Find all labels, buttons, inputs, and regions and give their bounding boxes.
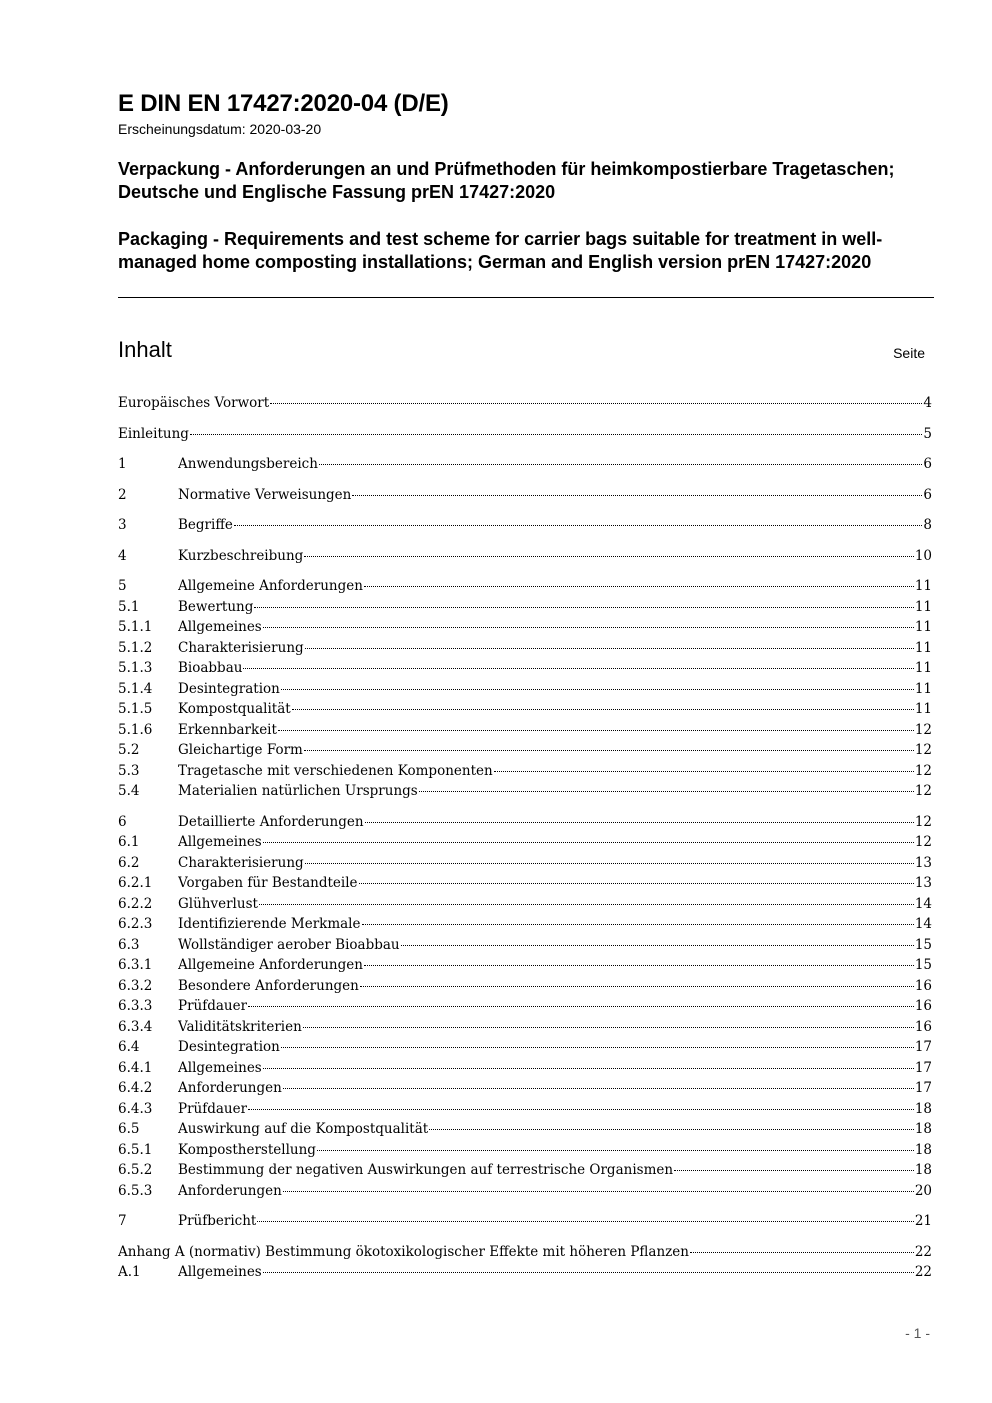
toc-entry-number: 6.3.3 <box>118 998 153 1014</box>
toc-dot-leader <box>690 1252 914 1253</box>
toc-entry-label: Bewertung <box>178 598 254 615</box>
toc-entry-label: Erkennbarkeit <box>178 721 277 738</box>
toc-entry-page: 4 <box>923 395 932 411</box>
toc-dot-leader <box>352 495 922 496</box>
toc-entry-page: 11 <box>914 578 932 594</box>
toc-entry-page: 20 <box>914 1182 932 1199</box>
toc-dot-leader <box>278 730 914 731</box>
toc-entry-label: Allgemeines <box>178 834 262 850</box>
toc-dot-leader <box>304 556 914 557</box>
toc-dot-leader <box>190 434 922 435</box>
toc-entry-page: 17 <box>914 1059 932 1076</box>
toc-dot-leader <box>263 1272 914 1273</box>
toc-entry-label: Materialien natürlichen Ursprungs <box>178 783 418 799</box>
toc-entry-label: Allgemeines <box>178 1264 262 1280</box>
toc-entry-page: 17 <box>914 1080 932 1096</box>
toc-entry-number: 1 <box>118 456 127 472</box>
table-of-contents <box>118 393 932 1283</box>
toc-dot-leader <box>259 904 914 905</box>
toc-entry-page: 12 <box>914 742 932 758</box>
toc-entry[interactable] <box>118 617 932 638</box>
toc-entry-number: 5 <box>118 578 127 594</box>
toc-entry-number: 6.5.1 <box>118 1141 153 1158</box>
toc-entry-number: 6 <box>118 813 127 830</box>
toc-entry-page: 11 <box>914 619 932 635</box>
toc-entry-page: 22 <box>914 1264 932 1280</box>
toc-entry-page: 11 <box>914 660 932 676</box>
toc-entry-page: 15 <box>914 936 932 953</box>
toc-dot-leader <box>281 1047 914 1048</box>
toc-entry-label: Identifizierende Merkmale <box>178 916 361 932</box>
toc-entry[interactable] <box>118 873 932 894</box>
toc-entry-label: Anforderungen <box>178 1080 282 1096</box>
toc-dot-leader <box>248 1006 914 1007</box>
toc-entry-page: 11 <box>914 680 932 697</box>
toc-entry[interactable] <box>118 720 932 741</box>
toc-entry-number: 5.1.5 <box>118 701 153 717</box>
toc-dot-leader <box>281 689 914 690</box>
toc-entry-page: 16 <box>914 998 932 1014</box>
document-id: E DIN EN 17427:2020-04 (D/E) <box>118 90 449 117</box>
toc-entry-label: Kurzbeschreibung <box>178 547 304 564</box>
title-english: Packaging - Requirements and test scheme for carrier bags suitable for treatment in well-managed home composting installations; German and English version prEN 17427:2020 <box>118 229 883 272</box>
toc-entry-label: Auswirkung auf die Kompostqualität <box>178 1121 429 1137</box>
toc-entry-number: 6.5.3 <box>118 1182 153 1199</box>
toc-entry[interactable] <box>118 424 932 445</box>
toc-entry-label: Besondere Anforderungen <box>178 977 359 994</box>
toc-dot-leader <box>494 771 914 772</box>
toc-dot-leader <box>257 1221 914 1222</box>
toc-entry-page: 18 <box>914 1141 932 1158</box>
toc-entry-label: Allgemeine Anforderungen <box>178 957 363 973</box>
toc-entry-number: 5.3 <box>118 762 140 779</box>
toc-dot-leader <box>263 627 914 628</box>
toc-entry-label: Bestimmung der negativen Auswirkungen auf terrestrische Organismen <box>178 1162 674 1178</box>
toc-entry[interactable] <box>118 1160 932 1181</box>
toc-entry-page: 11 <box>914 639 932 656</box>
toc-entry[interactable] <box>118 679 932 700</box>
toc-entry-page: 17 <box>914 1039 932 1055</box>
toc-entry-label: Normative Verweisungen <box>178 486 352 503</box>
toc-heading: Inhalt <box>118 337 172 362</box>
toc-entry[interactable] <box>118 781 932 802</box>
toc-entry-page: 21 <box>914 1213 932 1229</box>
toc-entry-number: 7 <box>118 1213 127 1229</box>
toc-entry-label: Allgemeines <box>178 1059 262 1076</box>
toc-entry-number: 5.2 <box>118 742 140 758</box>
toc-entry-number: 6.3 <box>118 936 140 953</box>
toc-entry-page: 12 <box>914 834 932 850</box>
toc-entry[interactable] <box>118 597 932 618</box>
toc-entry-label: Allgemeine Anforderungen <box>178 578 363 594</box>
toc-entry-label: Prüfdauer <box>178 998 248 1014</box>
toc-entry-label: Allgemeines <box>178 619 262 635</box>
toc-entry-number: 6.4 <box>118 1039 140 1055</box>
toc-dot-leader <box>364 586 914 587</box>
toc-entry[interactable] <box>118 935 932 956</box>
toc-entry[interactable] <box>118 1058 932 1079</box>
toc-entry[interactable] <box>118 976 932 997</box>
toc-entry-label: Prüfdauer <box>178 1100 248 1117</box>
toc-dot-leader <box>304 750 914 751</box>
toc-dot-leader <box>292 709 914 710</box>
toc-entry[interactable] <box>118 812 932 833</box>
toc-entry[interactable] <box>118 1242 932 1263</box>
toc-entry-page: 13 <box>914 854 932 871</box>
toc-entry-page: 12 <box>914 783 932 799</box>
toc-entry[interactable] <box>118 1211 932 1232</box>
toc-entry-page: 12 <box>914 721 932 738</box>
toc-entry-label: Validitätskriterien <box>178 1018 302 1035</box>
toc-dot-leader <box>305 648 914 649</box>
toc-dot-leader <box>362 924 914 925</box>
toc-entry[interactable] <box>118 658 932 679</box>
toc-entry-number: 6.2.1 <box>118 875 153 891</box>
toc-entry[interactable] <box>118 761 932 782</box>
toc-dot-leader <box>283 1191 914 1192</box>
toc-dot-leader <box>364 965 914 966</box>
toc-entry-number: 5.1.6 <box>118 721 153 738</box>
toc-entry[interactable] <box>118 1017 932 1038</box>
toc-dot-leader <box>674 1170 914 1171</box>
toc-entry[interactable] <box>118 853 932 874</box>
toc-entry[interactable] <box>118 546 932 567</box>
toc-dot-leader <box>365 822 914 823</box>
toc-entry-number: 6.4.1 <box>118 1059 153 1076</box>
toc-entry[interactable] <box>118 1119 932 1140</box>
toc-entry-number: 6.5.2 <box>118 1162 153 1178</box>
toc-entry-label: Anwendungsbereich <box>178 456 318 472</box>
toc-entry[interactable] <box>118 740 932 761</box>
toc-entry-number: 6.2.2 <box>118 895 153 912</box>
toc-entry-page: 14 <box>914 916 932 932</box>
toc-entry-number: 5.1.4 <box>118 680 153 697</box>
toc-dot-leader <box>360 986 914 987</box>
toc-dot-leader <box>283 1088 914 1089</box>
toc-entry-number: 5.4 <box>118 783 140 799</box>
toc-entry-number: 6.2 <box>118 854 140 871</box>
toc-entry[interactable] <box>118 1078 932 1099</box>
toc-entry-label: Anhang A (normativ) Bestimmung ökotoxikologischer Effekte mit höheren Pflanzen <box>118 1243 689 1260</box>
toc-dot-leader <box>359 883 914 884</box>
toc-entry[interactable] <box>118 1181 932 1202</box>
title-german: Verpackung - Anforderungen an und Prüfmethoden für heimkompostierbare Tragetaschen; Deutsche und Englische Fassung prEN 17427:2020 <box>118 159 895 202</box>
toc-entry-page: 13 <box>914 875 932 891</box>
toc-entry-label: Desintegration <box>178 680 280 697</box>
toc-dot-leader <box>248 1109 914 1110</box>
toc-entry-page: 18 <box>914 1121 932 1137</box>
toc-entry-number: 5.1.1 <box>118 619 153 635</box>
toc-entry[interactable] <box>118 1099 932 1120</box>
toc-entry-label: Desintegration <box>178 1039 280 1055</box>
toc-entry-page: 18 <box>914 1100 932 1117</box>
toc-entry-number: 6.3.2 <box>118 977 153 994</box>
toc-entry-number: A.1 <box>118 1264 141 1280</box>
toc-entry[interactable] <box>118 454 932 475</box>
toc-entry[interactable] <box>118 1037 932 1058</box>
toc-entry-number: 6.5 <box>118 1121 140 1137</box>
toc-entry[interactable] <box>118 955 932 976</box>
toc-dot-leader <box>270 403 922 404</box>
toc-dot-leader <box>234 525 923 526</box>
toc-entry-label: Charakterisierung <box>178 854 304 871</box>
toc-entry-page: 6 <box>923 486 932 503</box>
toc-dot-leader <box>263 842 914 843</box>
toc-entry[interactable] <box>118 638 932 659</box>
toc-dot-leader <box>303 1027 914 1028</box>
toc-entry[interactable] <box>118 485 932 506</box>
toc-entry-page: 11 <box>914 701 932 717</box>
toc-entry-label: Glühverlust <box>178 895 258 912</box>
toc-entry-page: 22 <box>914 1243 932 1260</box>
toc-dot-leader <box>401 945 914 946</box>
toc-entry[interactable] <box>118 894 932 915</box>
toc-entry-page: 16 <box>914 977 932 994</box>
toc-entry-page: 15 <box>914 957 932 973</box>
toc-entry-label: Charakterisierung <box>178 639 304 656</box>
publication-date: Erscheinungsdatum: 2020-03-20 <box>118 121 322 137</box>
toc-entry[interactable] <box>118 699 932 720</box>
toc-dot-leader <box>263 1068 914 1069</box>
toc-entry-number: 6.4.2 <box>118 1080 153 1096</box>
toc-entry-number: 6.1 <box>118 834 140 850</box>
toc-entry-number: 6.3.1 <box>118 957 153 973</box>
toc-entry-label: Wollständiger aerober Bioabbau <box>178 936 400 953</box>
toc-entry-label: Prüfbericht <box>178 1213 257 1229</box>
toc-entry-number: 6.2.3 <box>118 916 153 932</box>
toc-entry-number: 5.1.2 <box>118 639 153 656</box>
toc-dot-leader <box>254 607 913 608</box>
toc-page-label: Seite <box>893 345 925 361</box>
toc-dot-leader <box>429 1129 914 1130</box>
toc-entry-label: Kompostqualität <box>178 701 291 717</box>
toc-entry-page: 8 <box>923 517 932 533</box>
toc-entry-label: Detaillierte Anforderungen <box>178 813 364 830</box>
toc-entry-label: Vorgaben für Bestandteile <box>178 875 358 891</box>
toc-entry-page: 10 <box>914 547 932 564</box>
page-number: - 1 - <box>905 1325 930 1341</box>
toc-entry-number: 6.3.4 <box>118 1018 153 1035</box>
toc-entry-page: 12 <box>914 762 932 779</box>
toc-dot-leader <box>243 668 913 669</box>
toc-entry[interactable] <box>118 1262 932 1283</box>
header-divider <box>118 297 934 298</box>
toc-entry-page: 14 <box>914 895 932 912</box>
toc-entry-page: 16 <box>914 1018 932 1035</box>
toc-entry-page: 11 <box>914 598 932 615</box>
toc-entry-number: 3 <box>118 517 127 533</box>
toc-entry-page: 18 <box>914 1162 932 1178</box>
toc-entry-label: Begriffe <box>178 517 233 533</box>
toc-entry-label: Kompostherstellung <box>178 1141 316 1158</box>
toc-entry-number: 6.4.3 <box>118 1100 153 1117</box>
toc-entry-label: Gleichartige Form <box>178 742 303 758</box>
toc-entry-page: 5 <box>923 425 932 442</box>
toc-entry-number: 5.1 <box>118 598 140 615</box>
toc-entry-label: Bioabbau <box>178 660 243 676</box>
toc-entry-label: Einleitung <box>118 425 189 442</box>
toc-entry[interactable] <box>118 914 932 935</box>
toc-entry-number: 5.1.3 <box>118 660 153 676</box>
toc-entry[interactable] <box>118 832 932 853</box>
toc-entry-number: 2 <box>118 486 127 503</box>
toc-entry[interactable] <box>118 393 932 414</box>
toc-dot-leader <box>319 464 922 465</box>
toc-entry[interactable] <box>118 515 932 536</box>
toc-entry-label: Europäisches Vorwort <box>118 395 270 411</box>
toc-entry-label: Anforderungen <box>178 1182 282 1199</box>
toc-entry[interactable] <box>118 576 932 597</box>
toc-dot-leader <box>419 791 914 792</box>
toc-entry-page: 6 <box>923 456 932 472</box>
toc-dot-leader <box>305 863 914 864</box>
toc-entry-number: 4 <box>118 547 127 564</box>
toc-dot-leader <box>317 1150 914 1151</box>
toc-entry[interactable] <box>118 1140 932 1161</box>
toc-entry-label: Tragetasche mit verschiedenen Komponenten <box>178 762 493 779</box>
toc-entry[interactable] <box>118 996 932 1017</box>
toc-entry-page: 12 <box>914 813 932 830</box>
